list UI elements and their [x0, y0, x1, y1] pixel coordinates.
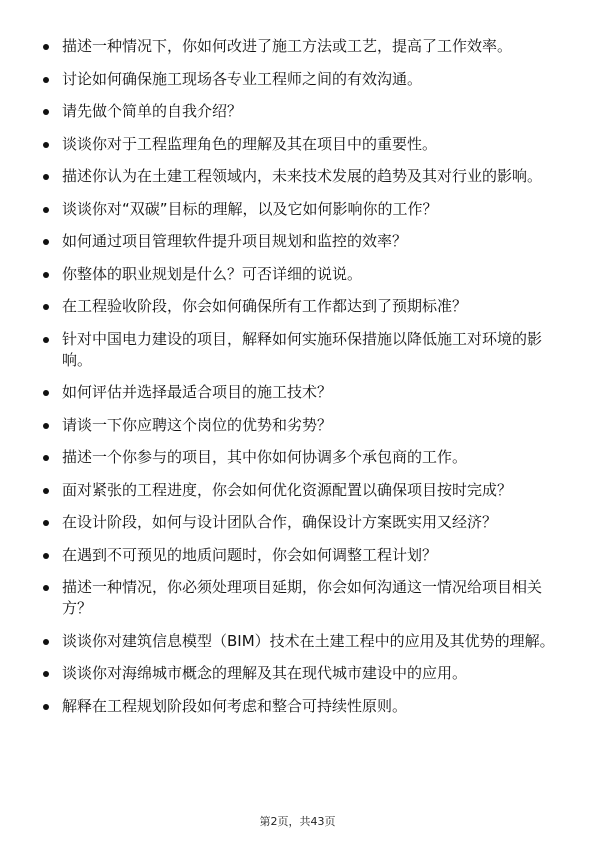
question-item [42, 545, 562, 566]
bullet-icon [43, 639, 49, 645]
question-text: 面对紧张的工程进度，你会如何优化资源配置以确保项目按时完成？ [62, 480, 513, 499]
question-text: 针对中国电力建设的项目，解释如何实施环保措施以降低施工对环境的影响。 [62, 329, 543, 369]
bullet-icon [43, 704, 49, 710]
question-item [42, 415, 562, 436]
question-text: 描述一个你参与的项目，其中你如何协调多个承包商的工作。 [62, 448, 468, 466]
question-item [42, 631, 562, 652]
bullet-icon [43, 671, 49, 677]
question-item [42, 382, 562, 403]
bullet-icon [43, 304, 49, 310]
question-item [42, 231, 562, 252]
bullet-icon [43, 488, 49, 494]
bullet-icon [43, 174, 49, 180]
question-item [42, 663, 562, 684]
bullet-icon [43, 77, 49, 83]
bullet-icon [43, 109, 49, 115]
question-item [42, 447, 562, 468]
page-number-label: 第2页，共43页 [259, 815, 336, 828]
question-item [42, 199, 562, 220]
bullet-icon [43, 520, 49, 526]
question-text: 描述一种情况下，你如何改进了施工方法或工艺，提高了工作效率。 [62, 37, 513, 55]
page-footer [0, 815, 595, 829]
question-text: 如何评估并选择最适合项目的施工技术？ [62, 383, 333, 401]
question-item [42, 480, 562, 501]
bullet-icon [43, 207, 49, 213]
bullet-icon [43, 337, 49, 343]
question-text: 在遇到不可预见的地质问题时，你会如何调整工程计划？ [62, 545, 438, 564]
question-text: 在设计阶段，如何与设计团队合作，确保设计方案既实用又经济？ [62, 513, 498, 531]
question-text: 如何通过项目管理软件提升项目规划和监控的效率？ [62, 232, 408, 250]
question-text: 谈谈你对“双碳”目标的理解，以及它如何影响你的工作？ [62, 199, 438, 218]
question-text: 请谈一下你应聘这个岗位的优势和劣势？ [62, 415, 333, 434]
question-item [42, 36, 562, 57]
bullet-icon [43, 142, 49, 148]
question-text: 在工程验收阶段，你会如何确保所有工作都达到了预期标准？ [62, 297, 468, 315]
question-text: 描述你认为在土建工程领域内，未来技术发展的趋势及其对行业的影响。 [62, 167, 543, 185]
question-item [42, 134, 562, 155]
question-item [42, 696, 562, 717]
question-item [42, 296, 562, 317]
bullet-icon [43, 272, 49, 278]
question-item [42, 577, 562, 619]
question-item [42, 264, 562, 285]
question-item [42, 69, 562, 90]
question-item [42, 101, 562, 122]
question-text: 谈谈你对于工程监理角色的理解及其在项目中的重要性。 [62, 134, 438, 153]
bullet-icon [43, 455, 49, 461]
question-item [42, 329, 562, 371]
bullet-icon [43, 585, 49, 591]
question-text: 谈谈你对建筑信息模型（BIM）技术在土建工程中的应用及其优势的理解。 [62, 631, 555, 650]
question-text: 谈谈你对海绵城市概念的理解及其在现代城市建设中的应用。 [62, 664, 468, 682]
question-text: 讨论如何确保施工现场各专业工程师之间的有效沟通。 [62, 69, 423, 88]
question-list [42, 36, 562, 728]
bullet-icon [43, 239, 49, 245]
question-item [42, 512, 562, 533]
question-item [42, 166, 562, 187]
question-text: 你整体的职业规划是什么？可否详细的说说。 [62, 264, 363, 283]
bullet-icon [43, 390, 49, 396]
bullet-icon [43, 553, 49, 559]
question-text: 解释在工程规划阶段如何考虑和整合可持续性原则。 [62, 696, 408, 715]
bullet-icon [43, 44, 49, 50]
question-text: 描述一种情况，你必须处理项目延期，你会如何沟通这一情况给项目相关方？ [62, 578, 543, 617]
bullet-icon [43, 423, 49, 429]
question-text: 请先做个简单的自我介绍？ [62, 102, 243, 120]
